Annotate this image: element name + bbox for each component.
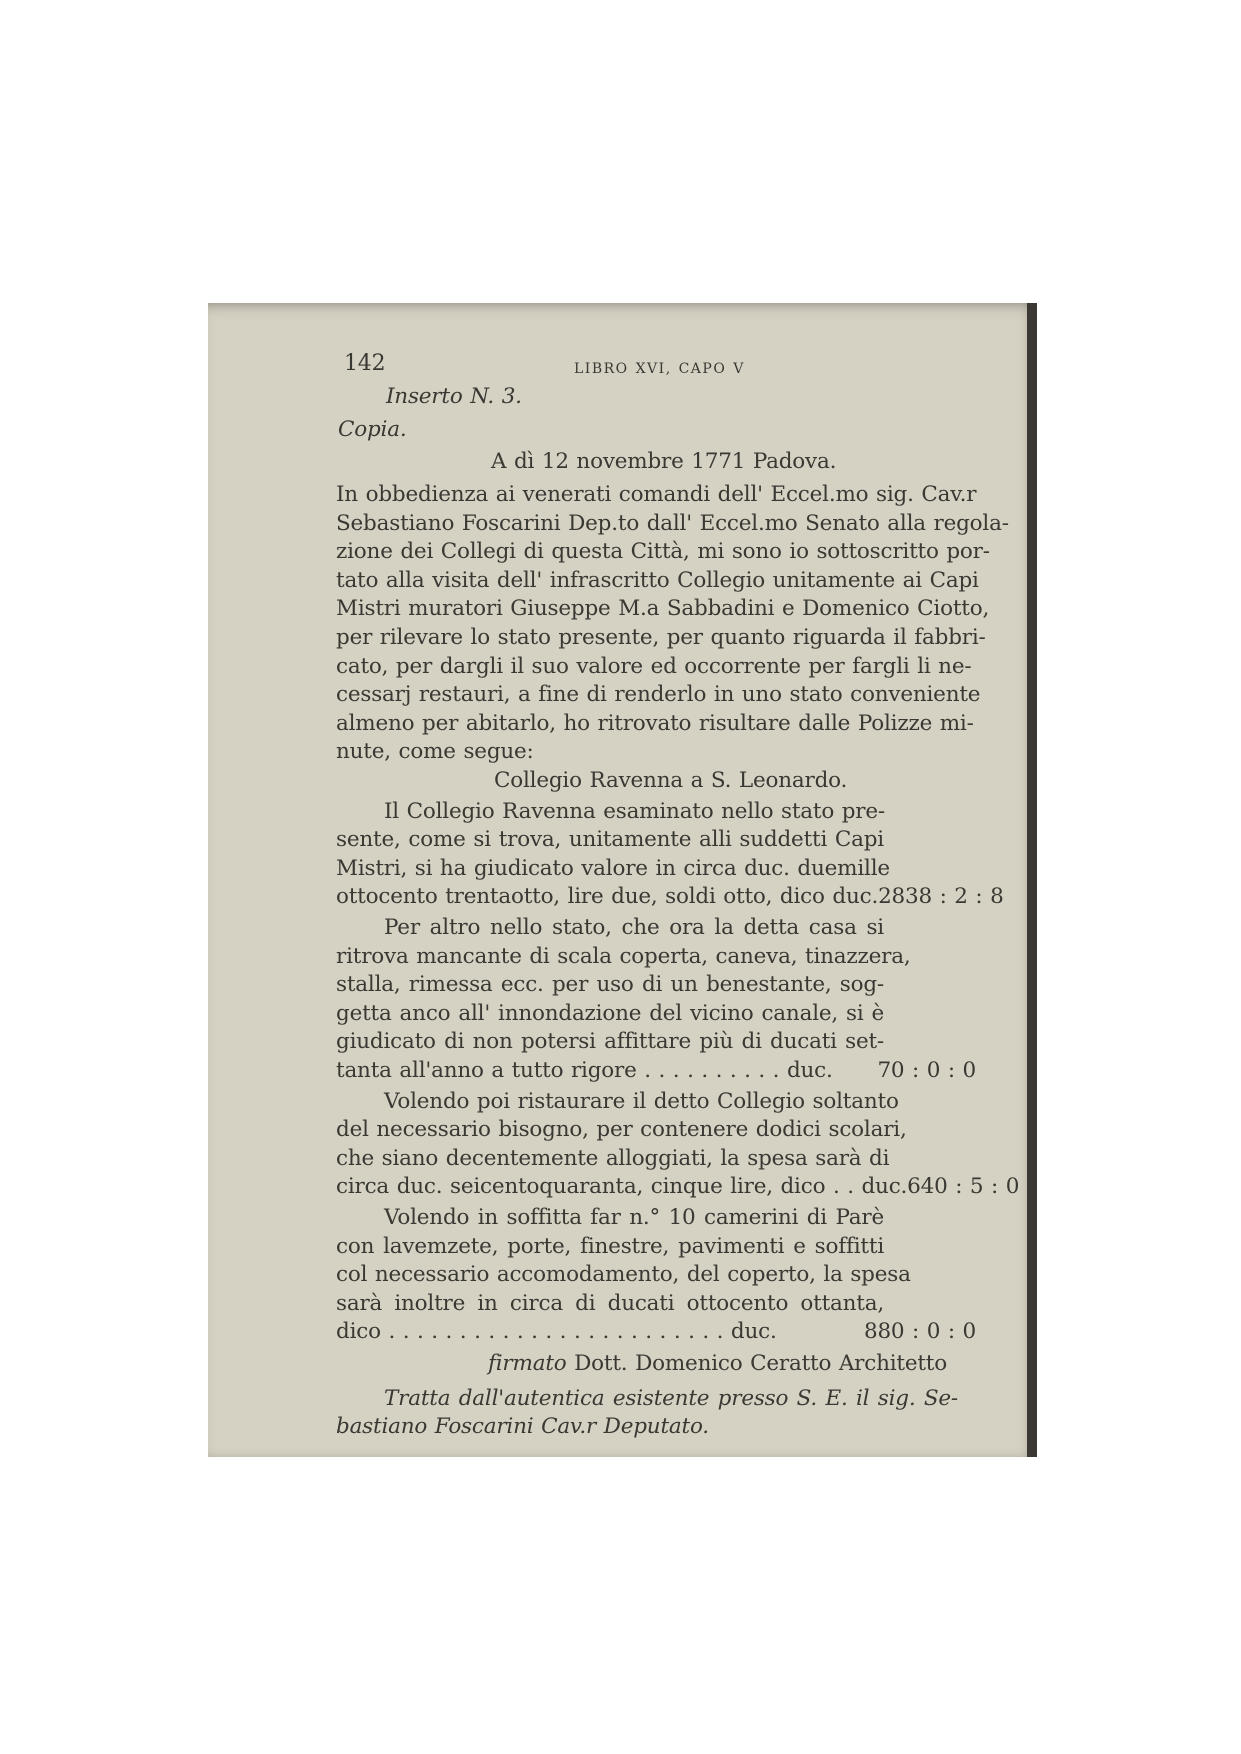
intro-line: Mistri muratori Giuseppe M.a Sabbadini e Domenico Ciotto, xyxy=(336,596,990,622)
entry-last-line: tanta all'anno a tutto rigore . . . . . . . . . . duc. xyxy=(336,1058,833,1083)
signatory-name: Dott. Domenico Ceratto Architetto xyxy=(574,1351,947,1376)
entry-line: stalla, rimessa ecc. per uso di un benestante, sog- xyxy=(336,972,884,998)
entry-amount-row xyxy=(336,1173,1020,1201)
firmato-word: firmato xyxy=(488,1351,575,1376)
intro-line: zione dei Collegi di questa Città, mi sono io sottoscritto por- xyxy=(336,539,990,565)
intro-line: cessarj restauri, a fine di renderlo in uno stato conveniente xyxy=(336,682,981,708)
intro-line: tato alla visita dell' infrascritto Collegio unitamente ai Capi xyxy=(336,567,979,593)
entry-last-line: dico . . . . . . . . . . . . . . . . . . . . . . . . duc. xyxy=(336,1319,777,1345)
intro-line: almeno per abitarlo, ho ritrovato risultare dalle Polizze mi- xyxy=(336,710,974,736)
entry-line: sarà inoltre in circa di ducati ottocento ottanta, xyxy=(336,1290,884,1316)
entry-last-line: ottocento trentaotto, lire due, soldi otto, dico duc. xyxy=(336,884,879,910)
inserto-heading: Inserto N. 3. xyxy=(386,384,522,409)
entry-line: Volendo in soffitta far n.° 10 camerini di Parè xyxy=(384,1205,884,1230)
entry-line: Mistri, si ha giudicato valore in circa duc. duemille xyxy=(336,855,890,881)
entry-amount-row xyxy=(336,1318,976,1346)
book-spine-shadow xyxy=(1027,303,1037,1457)
signature-line xyxy=(488,1350,947,1378)
entry-line: che siano decentemente alloggiati, la spesa sarà di xyxy=(336,1145,890,1171)
entry-amount-row xyxy=(336,883,1004,911)
entry-amount: 2838 : 2 : 8 xyxy=(878,884,1004,910)
intro-line: per rilevare lo stato presente, per quanto riguarda il fabbri- xyxy=(336,625,986,650)
date-line: A dì 12 novembre 1771 Padova. xyxy=(491,449,837,474)
intro-line: Sebastiano Foscarini Dep.to dall' Eccel.mo Senato alla regola- xyxy=(336,510,1009,536)
entry-line: col necessario accomodamento, del coperto, la spesa xyxy=(336,1262,911,1288)
page-number: 142 xyxy=(344,351,386,376)
intro-line: cato, per dargli il suo valore ed occorrente per fargli li ne- xyxy=(336,653,972,679)
entry-line: sente, come si trova, unitamente alli suddetti Capi xyxy=(336,827,884,853)
intro-line: In obbedienza ai venerati comandi dell' Eccel.mo sig. Cav.r xyxy=(336,482,977,507)
intro-line: nute, come segue: xyxy=(336,739,534,765)
entry-amount: 640 : 5 : 0 xyxy=(907,1174,1020,1200)
footer-note-line: bastiano Foscarini Cav.r Deputato. xyxy=(336,1414,709,1440)
entry-line: Volendo poi ristaurare il detto Collegio soltanto xyxy=(384,1088,899,1114)
entry-line: ritrova mancante di scala coperta, caneva, tinazzera, xyxy=(336,943,911,969)
entry-line: getta anco all' innondazione del vicino canale, si è xyxy=(336,1000,884,1026)
entry-line: giudicato di non potersi affittare più di ducati set- xyxy=(336,1029,884,1055)
running-title: LIBRO XVI, CAPO V xyxy=(574,361,745,377)
entry-last-line: circa duc. seicentoquaranta, cinque lire, dico . . duc. xyxy=(336,1174,908,1200)
entry-line: del necessario bisogno, per contenere dodici scolari, xyxy=(336,1117,907,1143)
entry-amount-row xyxy=(336,1057,976,1085)
entry-amount: 880 : 0 : 0 xyxy=(863,1319,976,1345)
collegio-title: Collegio Ravenna a S. Leonardo. xyxy=(494,768,848,793)
entry-line: con lavemzete, porte, finestre, pavimenti e soffitti xyxy=(336,1233,884,1259)
entry-amount: 70 : 0 : 0 xyxy=(877,1058,976,1083)
footer-note-line: Tratta dall'autentica esistente presso S. E. il sig. Se- xyxy=(384,1385,958,1411)
copia-label: Copia. xyxy=(338,417,407,442)
entry-line: Per altro nello stato, che ora la detta casa si xyxy=(384,915,884,940)
entry-line: Il Collegio Ravenna esaminato nello stato pre- xyxy=(384,798,885,824)
